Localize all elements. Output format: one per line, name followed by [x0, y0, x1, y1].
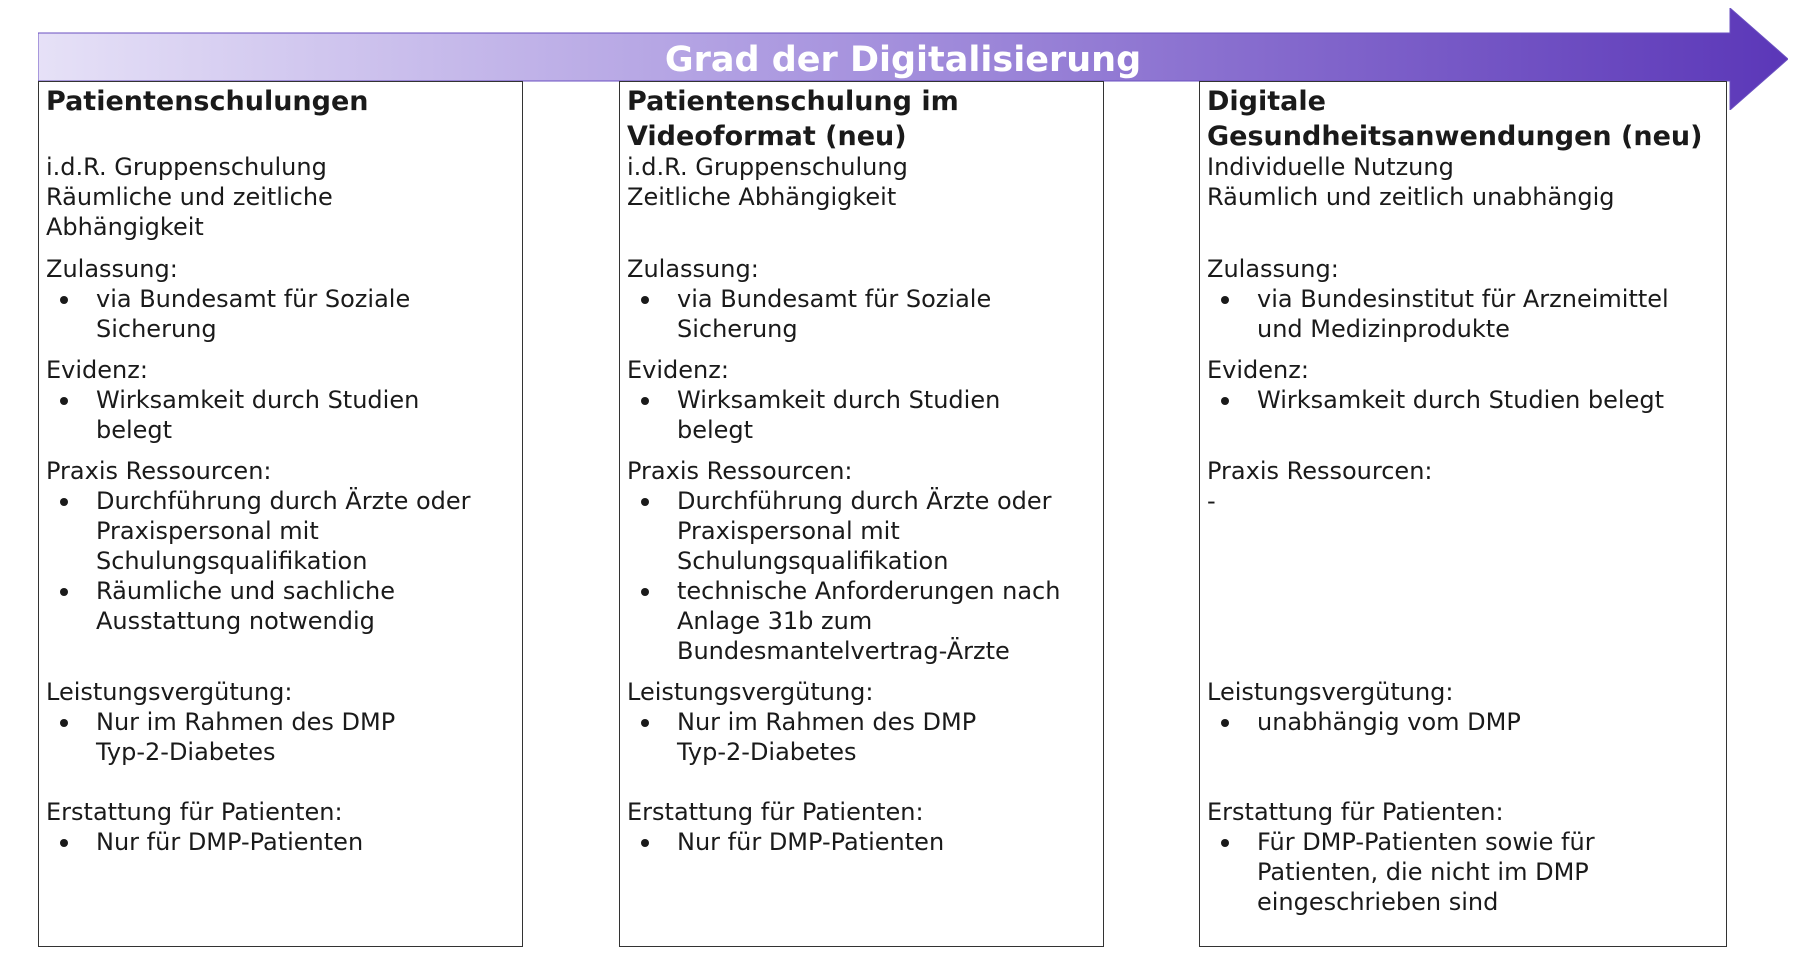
- bullet-item: [46, 385, 516, 445]
- bullet-item: [627, 827, 1097, 857]
- section-label-evidenz: Evidenz:: [1207, 356, 1309, 384]
- bullet-text: Räumliche und sachliche: [96, 577, 395, 605]
- bullet-text: Anlage 31b zum: [677, 607, 873, 635]
- bullet-text: belegt: [677, 416, 754, 444]
- bullet-item: [1207, 385, 1720, 415]
- bullet-text: und Medizinprodukte: [1257, 315, 1510, 343]
- section-label-praxis: Praxis Ressourcen:: [1207, 457, 1433, 485]
- intro-line: Zeitliche Abhängigkeit: [627, 183, 897, 211]
- bullet-text: Praxispersonal mit: [677, 517, 900, 545]
- column-title: Gesundheitsanwendungen (neu): [1207, 121, 1703, 152]
- bullet-text: Wirksamkeit durch Studien: [96, 386, 420, 414]
- section-label-zulassung: Zulassung:: [46, 255, 178, 283]
- intro-line: Individuelle Nutzung: [1207, 153, 1454, 181]
- section-label-praxis: Praxis Ressourcen:: [46, 457, 272, 485]
- bullet-item: [46, 707, 516, 767]
- column-title: Patientenschulungen: [46, 86, 369, 117]
- column-patientenschulungen: [38, 81, 523, 947]
- bullet-item: [46, 284, 516, 344]
- bullet-text: Nur im Rahmen des DMP: [677, 708, 977, 736]
- bullet-item: [46, 486, 516, 576]
- bullet-item: [627, 284, 1097, 344]
- section-label-erstattung: Erstattung für Patienten:: [46, 798, 343, 826]
- bullet-item: [627, 486, 1097, 576]
- bullet-item: [46, 576, 516, 636]
- bullet-text: Wirksamkeit durch Studien belegt: [1257, 386, 1665, 414]
- bullet-text: via Bundesinstitut für Arzneimittel: [1257, 285, 1669, 313]
- bullet-text: Patienten, die nicht im DMP: [1257, 858, 1589, 886]
- section-label-zulassung: Zulassung:: [627, 255, 759, 283]
- bullet-text: Schulungsqualifikation: [677, 547, 949, 575]
- section-label-praxis: Praxis Ressourcen:: [627, 457, 853, 485]
- bullet-text: via Bundesamt für Soziale: [96, 285, 411, 313]
- section-label-erstattung: Erstattung für Patienten:: [627, 798, 924, 826]
- bullet-text: Für DMP-Patienten sowie für: [1257, 828, 1595, 856]
- arrow-title: Grad der Digitalisierung: [664, 40, 1142, 80]
- intro-line: i.d.R. Gruppenschulung: [46, 153, 327, 181]
- column-videoformat: [619, 81, 1104, 947]
- section-label-erstattung: Erstattung für Patienten:: [1207, 798, 1504, 826]
- section-label-zulassung: Zulassung:: [1207, 255, 1339, 283]
- intro-line: Abhängigkeit: [46, 213, 204, 241]
- section-label-leistung: Leistungsvergütung:: [627, 678, 874, 706]
- bullet-item: [1207, 707, 1720, 737]
- bullet-text: technische Anforderungen nach: [677, 577, 1061, 605]
- bullet-text: Typ-2-Diabetes: [96, 738, 276, 766]
- bullet-item: [46, 827, 516, 857]
- bullet-text: via Bundesamt für Soziale: [677, 285, 992, 313]
- bullet-text: Nur für DMP-Patienten: [96, 828, 364, 856]
- bullet-text: eingeschrieben sind: [1257, 888, 1499, 916]
- column-title: Videoformat (neu): [627, 121, 907, 152]
- bullet-item: [627, 385, 1097, 445]
- intro-line: i.d.R. Gruppenschulung: [627, 153, 908, 181]
- bullet-text: Sicherung: [96, 315, 217, 343]
- bullet-text: Praxispersonal mit: [96, 517, 319, 545]
- bullet-item: [627, 576, 1097, 666]
- column-title: Patientenschulung im: [627, 86, 959, 117]
- praxis-dash: -: [1207, 487, 1216, 515]
- bullet-text: Bundesmantelvertrag-Ärzte: [677, 637, 1010, 665]
- section-label-leistung: Leistungsvergütung:: [46, 678, 293, 706]
- section-label-evidenz: Evidenz:: [627, 356, 729, 384]
- bullet-text: Wirksamkeit durch Studien: [677, 386, 1001, 414]
- bullet-item: [1207, 284, 1720, 344]
- column-digitale-gesundheitsanwendungen: [1199, 81, 1727, 947]
- intro-line: Räumliche und zeitliche: [46, 183, 333, 211]
- bullet-text: Typ-2-Diabetes: [677, 738, 857, 766]
- bullet-text: Schulungsqualifikation: [96, 547, 368, 575]
- bullet-text: Durchführung durch Ärzte oder: [677, 487, 1052, 515]
- section-label-leistung: Leistungsvergütung:: [1207, 678, 1454, 706]
- column-title: Digitale: [1207, 86, 1326, 117]
- bullet-text: Nur für DMP-Patienten: [677, 828, 945, 856]
- bullet-item: [1207, 827, 1720, 917]
- intro-line: Räumlich und zeitlich unabhängig: [1207, 183, 1615, 211]
- bullet-text: Durchführung durch Ärzte oder: [96, 487, 471, 515]
- bullet-text: unabhängig vom DMP: [1257, 708, 1521, 736]
- bullet-item: [627, 707, 1097, 767]
- bullet-text: Sicherung: [677, 315, 798, 343]
- bullet-text: Nur im Rahmen des DMP: [96, 708, 396, 736]
- bullet-text: belegt: [96, 416, 173, 444]
- bullet-text: Ausstattung notwendig: [96, 607, 375, 635]
- section-label-evidenz: Evidenz:: [46, 356, 148, 384]
